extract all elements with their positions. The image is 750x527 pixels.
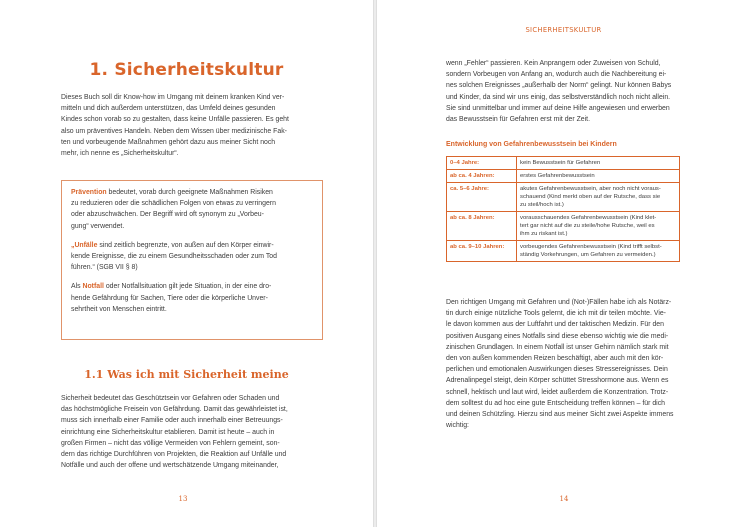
text-line: großen Firmen – nicht das völlige Vermeiden von Fehlern gemeint, son- bbox=[61, 439, 280, 447]
definition-text: sehrtheit von Menschen eintritt. bbox=[71, 305, 167, 313]
term-notfall: Notfall bbox=[82, 283, 104, 291]
page-number-left: 13 bbox=[178, 495, 188, 503]
description-cell: erstes Gefahrenbewusstsein bbox=[517, 170, 680, 183]
definition-text: gung“ verwendet. bbox=[71, 222, 125, 230]
top-paragraph bbox=[446, 58, 682, 125]
text-line: Den richtigen Umgang mit Gefahren und (Not-)Fällen habe ich als Notärz- bbox=[446, 299, 672, 306]
text-line: und Kinder, da sind wir uns einig, das selbstverständlich noch nicht allein. bbox=[446, 93, 671, 101]
section-title: 1.1 Was ich mit Sicherheit meine bbox=[84, 368, 289, 381]
definition-text: führen.“ (SGB VII § 8) bbox=[71, 264, 138, 272]
text-line: perlichen und emotionalen Auswirkungen dieses Stressereignisses. Dein bbox=[446, 366, 668, 374]
text-line: Adrenalinpegel steigt, dein Körper schüttet Stresshormone aus. Wenn es bbox=[446, 377, 669, 385]
table-row bbox=[447, 170, 680, 183]
text-line: nes solchen Ereignisses „außerhalb der Norm“ gelingt. Nur können Babys bbox=[446, 82, 672, 90]
term-praevention: Prävention bbox=[71, 189, 107, 196]
text-line: einrichtung eine Sicherheitskultur etablieren. Damit ist heute – auch in bbox=[61, 428, 275, 436]
age-cell: ab ca. 4 Jahren: bbox=[447, 170, 517, 183]
definition-text: oder Notfallsituation gilt jede Situation, in der eine dro- bbox=[103, 283, 272, 291]
text-line: tin durch einige nützliche Tools gelernt, die ich mit dir teilen möchte. Vie- bbox=[446, 310, 666, 318]
age-cell: ca. 5–6 Jahre: bbox=[447, 183, 517, 212]
text-line: mehr, ich nenne es „Sicherheitskultur“. bbox=[61, 150, 179, 158]
text-line: zinischen Grundlagen. In einem Notfall ist unser Gehirn nämlich stark mit bbox=[446, 343, 669, 351]
text-line: Dieses Buch soll dir Know-how im Umgang mit deinem kranken Kind ver- bbox=[61, 94, 285, 101]
definition-prefix: Als bbox=[71, 283, 83, 291]
text-line: den von außen kommenden Reizen beschäftigt, aber auch mit den kör- bbox=[446, 355, 664, 363]
table-row bbox=[447, 183, 680, 212]
text-line: muss sich innerhalb einer Familie oder auch innerhalb einer Betreuungs- bbox=[61, 417, 283, 425]
definition-notfall bbox=[71, 281, 313, 315]
definition-text: kende Ereignisse, die zu einem Gesundheitsschaden oder zum Tod bbox=[71, 253, 277, 261]
text-line: Notfälle und auch der offene und wertschätzende Umgang miteinander, bbox=[61, 462, 279, 470]
definition-text: sind zeitlich begrenzte, von außen auf den Körper einwir- bbox=[97, 241, 274, 249]
text-line: dern das richtige Durchführen von Projekten, die Reaktion auf Unfälle und bbox=[61, 451, 287, 459]
text-line: sondern Vorbeugen von Anfang an, wodurch auch die Nachbereitung ei- bbox=[446, 71, 667, 79]
definition-text: hende Gefährdung für Sachen, Tiere oder die körperliche Unver- bbox=[71, 294, 268, 302]
table-title: Entwicklung von Gefahrenbewusstsein bei Kindern bbox=[446, 141, 617, 148]
chapter-title: 1. Sicherheitskultur bbox=[89, 60, 284, 80]
definitions-box bbox=[61, 180, 323, 340]
intro-paragraph bbox=[61, 92, 323, 159]
age-cell: ab ca. 8 Jahren: bbox=[447, 212, 517, 241]
definition-unfaelle bbox=[71, 240, 313, 274]
definition-text: oder abzuschwächen. Der Begriff wird oft synonym zu „Vorbeu- bbox=[71, 211, 264, 219]
text-line: dem solltest du ad hoc eine gute Entscheidung treffen können – für dich bbox=[446, 399, 665, 407]
description-cell: vorbeugendes Gefahrenbewusstsein (Kind trifft selbst- ständig Vorkehrungen, um Gefahren zu vermeiden.) bbox=[517, 241, 680, 262]
age-cell: 0–4 Jahre: bbox=[447, 157, 517, 170]
term-unfaelle: „Unfälle bbox=[71, 241, 98, 249]
text-line: wenn „Fehler“ passieren. Kein Anprangern oder Zuweisen von Schuld, bbox=[446, 60, 661, 67]
description-cell: akutes Gefahrenbewusstsein, aber noch nicht voraus- schauend (Kind merkt oben auf der Rutsche, dass sie zu steil/hoch ist.) bbox=[517, 183, 680, 212]
text-line: das Bewusstsein für Gefahren erst mit der Zeit. bbox=[446, 116, 590, 124]
definition-text: bedeutet, vorab durch geeignete Maßnahmen Risiken bbox=[106, 189, 273, 196]
text-line: und deinen Schützling. Hierzu sind aus meiner Sicht zwei Aspekte immens bbox=[446, 411, 674, 419]
text-line: wichtig: bbox=[446, 422, 469, 430]
text-line: schnell, hektisch und laut wird, leidet außerdem die Konzentration. Trotz- bbox=[446, 388, 669, 396]
table-row bbox=[447, 212, 680, 241]
table-row bbox=[447, 241, 680, 262]
text-line: positiven Ausgang eines Notfalls sind diese ebenso wichtig wie die medi- bbox=[446, 332, 669, 340]
text-line: also um präventives Handeln. Neben dem Wissen über medizinische Fak- bbox=[61, 127, 287, 135]
running-head: SICHERHEITSKULTUR bbox=[525, 26, 602, 34]
table-row bbox=[447, 157, 680, 170]
section-paragraph bbox=[61, 393, 323, 471]
development-table bbox=[446, 156, 680, 262]
bottom-paragraph bbox=[446, 297, 682, 431]
text-line: mitteln und dich außerdem unterstützen, das Umfeld deines gesunden bbox=[61, 105, 276, 113]
left-page bbox=[0, 0, 373, 527]
description-cell: vorausschauendes Gefahrenbewusstsein (Kind klet- tert gar nicht auf die zu steile/hohe Rutsche, weil es ihm zu riskant ist.) bbox=[517, 212, 680, 241]
text-line: Sicherheit bedeutet das Geschütztsein vor Gefahren oder Schaden und bbox=[61, 395, 280, 402]
page-number-right: 14 bbox=[559, 495, 569, 503]
description-cell: kein Bewusstsein für Gefahren bbox=[517, 157, 680, 170]
text-line: Sie sind unmittelbar und immer auf deine Hilfe angewiesen und erwerben bbox=[446, 104, 670, 112]
definition-text: zu reduzieren oder die schädlichen Folgen von etwas zu verringern bbox=[71, 200, 276, 208]
text-line: das höchstmögliche Freisein von Gefährdung. Damit das gewährleistet ist, bbox=[61, 406, 288, 414]
definition-praevention bbox=[71, 187, 313, 232]
text-line: ten und vorbeugende Maßnahmen gehört dazu aus meiner Sicht noch bbox=[61, 138, 276, 146]
age-cell: ab ca. 9–10 Jahren: bbox=[447, 241, 517, 262]
text-line: Kindes schon vorab so zu gestalten, dass keine Unfälle passieren. Es geht bbox=[61, 116, 289, 124]
text-line: le davon kommen aus der Luftfahrt und der taktischen Medizin. Für den bbox=[446, 321, 664, 329]
